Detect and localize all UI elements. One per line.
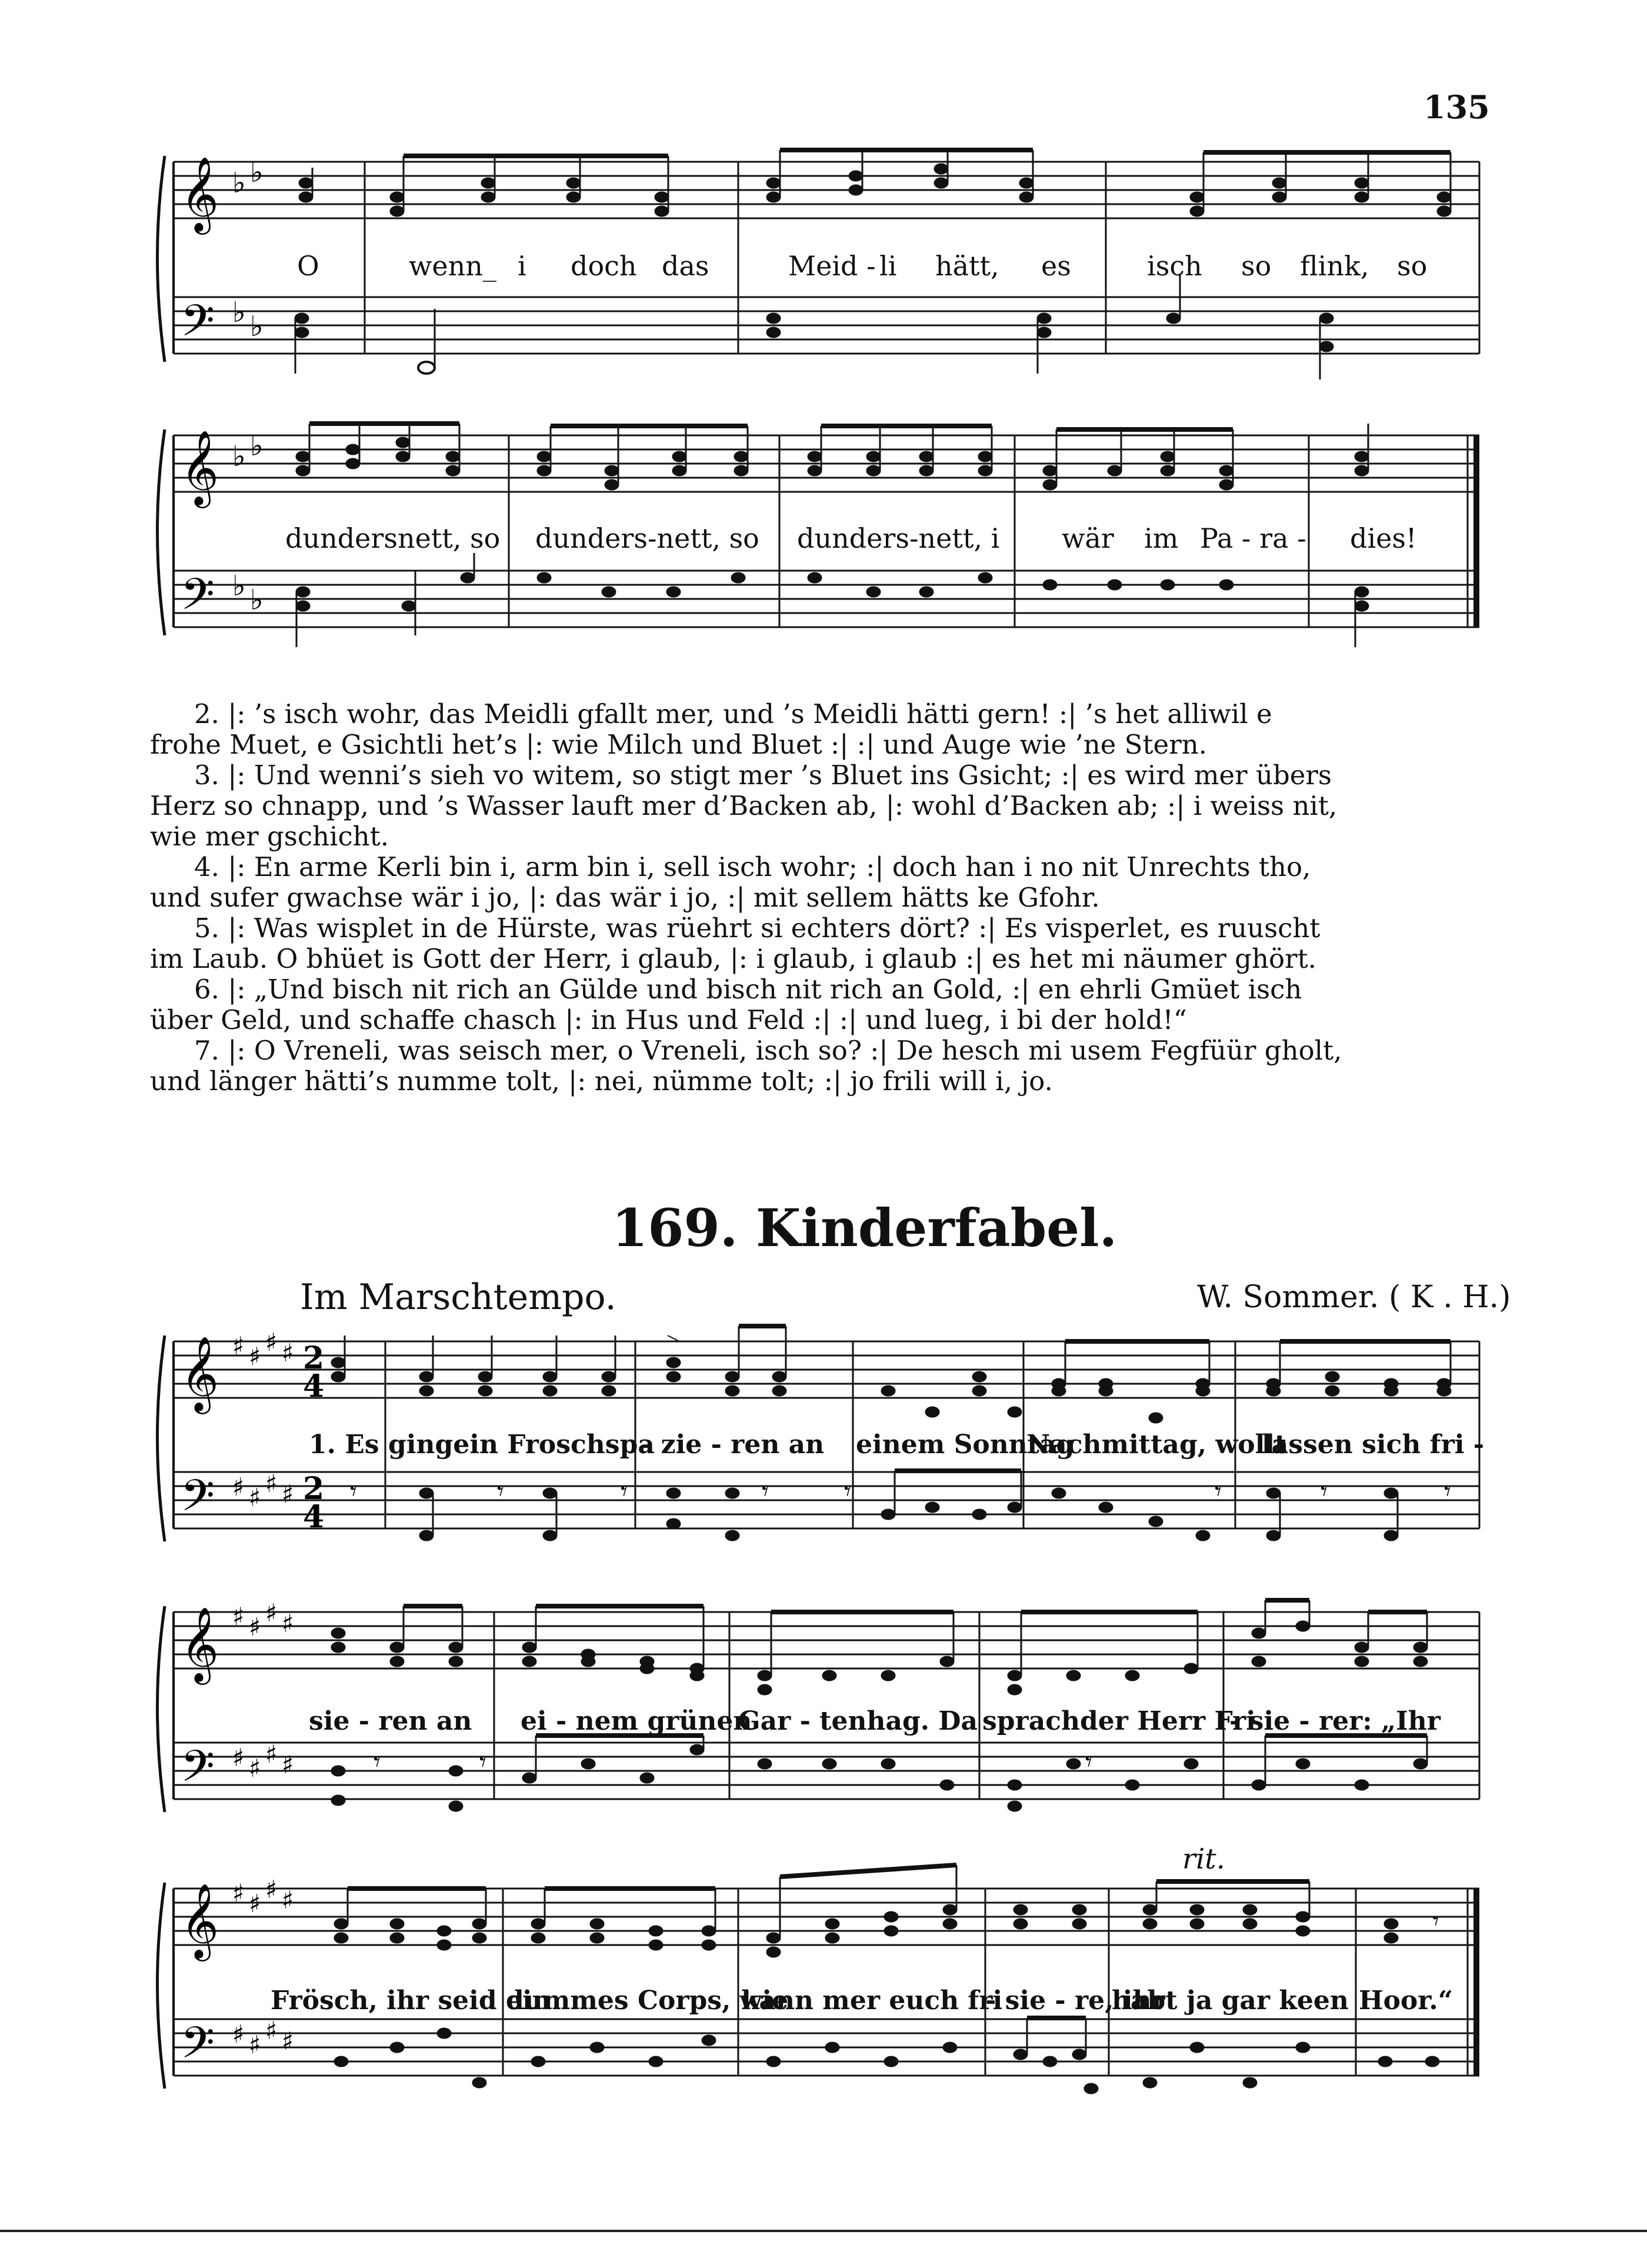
lyric: es [1041, 250, 1071, 282]
svg-text:4: 4 [303, 1499, 325, 1535]
svg-text:♯: ♯ [249, 1483, 261, 1512]
lyric: 1. Es [309, 1430, 379, 1460]
lyric: dunders-nett, i [797, 522, 1000, 554]
svg-text:♭: ♭ [232, 296, 246, 329]
svg-text:♯: ♯ [282, 2027, 294, 2056]
svg-text:♭: ♭ [232, 166, 246, 199]
lyric: habt ja gar keen [1112, 1986, 1349, 2016]
svg-text:♯: ♯ [249, 1889, 261, 1918]
lyric: so [1241, 250, 1272, 282]
verse-line: im Laub. O bhüet is Gott der Herr, i glaub, |: i glaub, i glaub :| es het mi näumer ghört. [150, 943, 1316, 974]
lyric: Frösch, ihr seid ein [271, 1986, 551, 2016]
svg-text:♯: ♯ [282, 1609, 294, 1638]
verse-line: 4. |: En arme Kerli bin i, arm bin i, sell isch wohr; :| doch han i no nit Unrechts tho, [194, 851, 1311, 882]
svg-text:𝄢: 𝄢 [181, 1470, 215, 1532]
lyric: kann mer euch fri [741, 1986, 1003, 2016]
lyric: einem Sonntag [856, 1430, 1075, 1460]
svg-text:𝄾: 𝄾 [621, 1477, 628, 1507]
page-edge-line [0, 2230, 1647, 2232]
lyric: so [1397, 250, 1428, 282]
verse-line: 7. |: O Vreneli, was seisch mer, o Vreneli, isch so? :| De hesch mi usem Fegfüür gholt, [194, 1035, 1342, 1066]
svg-text:♯: ♯ [232, 1743, 245, 1772]
svg-text:𝄾: 𝄾 [1085, 1747, 1092, 1777]
verse-line: 6. |: „Und bisch nit rich an Gülde und bisch nit rich an Gold, :| en ehrli Gmüet isch [194, 974, 1302, 1005]
svg-text:2: 2 [303, 1471, 325, 1507]
svg-text:4: 4 [303, 1368, 325, 1404]
svg-text:𝄢: 𝄢 [181, 1741, 215, 1803]
svg-text:𝄾: 𝄾 [479, 1747, 486, 1777]
svg-text:𝄞: 𝄞 [181, 1606, 219, 1681]
svg-text:𝄾: 𝄾 [1215, 1477, 1222, 1507]
svg-text:𝄾: 𝄾 [350, 1477, 357, 1507]
lyric: ei - nem grünen [521, 1706, 752, 1736]
lyric: isch [1147, 250, 1202, 282]
lyric: Gar - tenhag. Da [738, 1706, 978, 1736]
svg-text:𝄞: 𝄞 [181, 429, 219, 505]
svg-text:♯: ♯ [232, 1879, 245, 1907]
svg-text:♭: ♭ [250, 156, 264, 189]
song-title: 169. Kinderfabel. [612, 1197, 1118, 1258]
svg-text:♭: ♭ [250, 429, 264, 462]
composer-credit: W. Sommer. ( K . H.) [1197, 1280, 1511, 1315]
lyric: i [518, 250, 526, 282]
lyric: Pa - ra - [1200, 522, 1306, 554]
lyric: li [879, 250, 897, 282]
svg-text:𝄾: 𝄾 [1432, 1906, 1439, 1936]
verse-line: Herz so chnapp, und ’s Wasser lauft mer d’Backen ab, |: wohl d’Backen ab; :| i weiss nit, [150, 790, 1338, 821]
svg-text:𝄾: 𝄾 [844, 1477, 851, 1507]
verse-line: 2. |: ’s isch wohr, das Meidli gfallt mer, und ’s Meidli hätti gern! :| ’s het alliwil e [194, 698, 1272, 730]
lyric: gingein Froschspa [388, 1430, 655, 1460]
lyric: dummes Corps, wie [506, 1986, 789, 2016]
lyric: Hoor.“ [1359, 1986, 1453, 2016]
svg-text:𝄾: 𝄾 [1321, 1477, 1328, 1507]
svg-text:𝄞: 𝄞 [181, 156, 219, 231]
svg-text:♯: ♯ [282, 1338, 294, 1367]
lyric: lassen sich fri - [1262, 1430, 1485, 1460]
lyric: flink, [1300, 250, 1369, 282]
lyric: Nachmittag, wollt [1026, 1430, 1287, 1460]
lyric: - zie - ren an [641, 1430, 825, 1460]
svg-text:♭: ♭ [232, 570, 246, 602]
lyric: im [1144, 522, 1179, 554]
verse-line: und sufer gwachse wär i jo, |: das wär i jo, :| mit sellem hätts ke Gfohr. [150, 882, 1100, 913]
svg-text:♯: ♯ [282, 1750, 294, 1779]
verses-block [150, 698, 1482, 1097]
page-number: 135 [1423, 88, 1490, 126]
svg-text:♭: ♭ [250, 310, 264, 343]
music-system-5 [150, 1865, 1479, 2124]
svg-text:𝄞: 𝄞 [181, 1883, 219, 1958]
svg-text:♭: ♭ [232, 440, 246, 473]
svg-text:♯: ♯ [282, 1480, 294, 1508]
lyric: das [662, 250, 709, 282]
svg-text:♯: ♯ [265, 1469, 278, 1498]
lyric: sie - ren an [309, 1706, 472, 1736]
svg-text:𝄾: 𝄾 [1444, 1477, 1451, 1507]
lyric: - sie - re, ihr [985, 1986, 1165, 2016]
tempo-marking: Im Marschtempo. [300, 1277, 616, 1318]
svg-text:𝄾: 𝄾 [497, 1477, 504, 1507]
lyric: wär [1062, 522, 1114, 554]
svg-text:2: 2 [303, 1340, 325, 1376]
music-system-3 [150, 1318, 1485, 1577]
svg-text:𝄞: 𝄞 [181, 1336, 219, 1411]
svg-text:♯: ♯ [249, 1342, 261, 1371]
lyric: hätt, [935, 250, 999, 282]
svg-text:♯: ♯ [265, 1740, 278, 1769]
svg-text:♯: ♯ [249, 1613, 261, 1641]
lyric: dunders-nett, so [535, 522, 759, 554]
svg-text:♯: ♯ [265, 1328, 278, 1357]
svg-text:𝄢: 𝄢 [181, 2017, 215, 2079]
verse-line: wie mer gschicht. [150, 821, 389, 852]
svg-text:𝄢: 𝄢 [181, 295, 215, 357]
verse-line: 5. |: Was wisplet in de Hürste, was rüehrt si echters dört? :| Es visperlet, es ruuscht [194, 912, 1321, 944]
svg-text:♭: ♭ [250, 584, 264, 617]
svg-text:♯: ♯ [249, 1754, 261, 1783]
ritardando-marking: rit. [1182, 1843, 1225, 1876]
svg-text:𝄾: 𝄾 [762, 1477, 769, 1507]
svg-text:♯: ♯ [232, 1602, 245, 1631]
svg-text:♯: ♯ [265, 1598, 278, 1627]
music-system-2 [150, 424, 1479, 671]
svg-text:♯: ♯ [249, 2030, 261, 2059]
svg-text:♯: ♯ [282, 1886, 294, 1914]
music-system-4 [150, 1588, 1479, 1847]
verse-line: frohe Muet, e Gsichtli het’s |: wie Milch und Bluet :| :| und Auge wie ’ne Stern. [150, 729, 1207, 760]
svg-text:𝄢: 𝄢 [181, 569, 215, 631]
verse-line: über Geld, und schaffe chasch |: in Hus und Feld :| :| und lueg, i bi der hold!“ [150, 1004, 1187, 1035]
lyric: wenn_ [409, 250, 496, 282]
lyric: Meid - [788, 250, 876, 282]
lyric: doch [571, 250, 637, 282]
svg-text:𝄾: 𝄾 [374, 1747, 381, 1777]
lyric: O [297, 250, 319, 282]
verse-line: 3. |: Und wenni’s sieh vo witem, so stigt mer ’s Bluet ins Gsicht; :| es wird mer übers [194, 760, 1332, 791]
lyric: dies! [1350, 522, 1417, 554]
svg-text:♯: ♯ [265, 1875, 278, 1904]
music-system-1 [150, 150, 1479, 397]
lyric: - sie - rer: „Ihr [1229, 1706, 1441, 1736]
verse-line: und länger hätti’s numme tolt, |: nei, nümme tolt; :| jo frili will i, jo. [150, 1065, 1053, 1097]
svg-text:♯: ♯ [232, 2020, 245, 2049]
svg-text:♯: ♯ [265, 2016, 278, 2045]
lyric: dundersnett, so [285, 522, 501, 554]
svg-text:♯: ♯ [232, 1473, 245, 1501]
svg-text:♯: ♯ [232, 1331, 245, 1360]
lyric: sprachder Herr Fri [982, 1706, 1256, 1736]
